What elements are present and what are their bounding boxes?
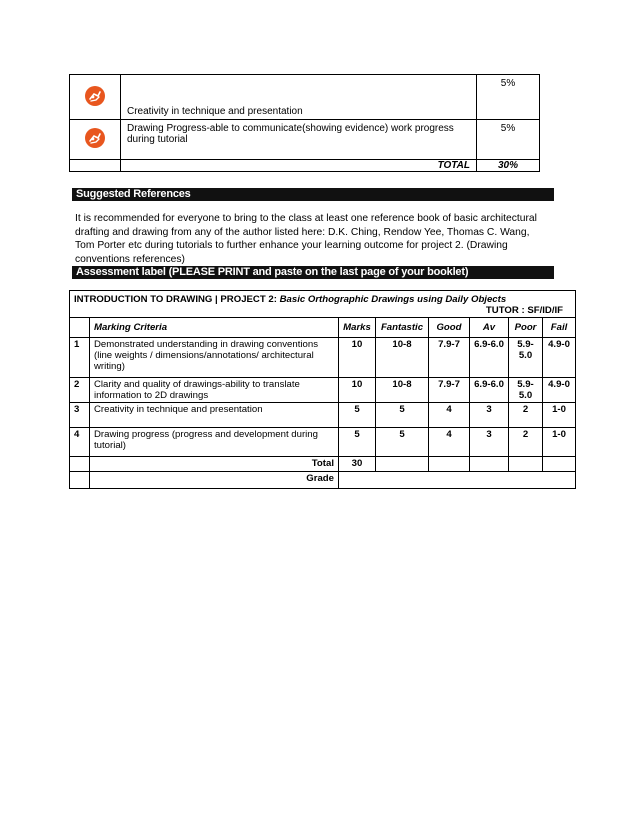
tutor-label: TUTOR : SF/ID/IF <box>485 305 564 316</box>
row-fantastic: 5 <box>376 428 429 457</box>
assessment-title-row <box>70 291 576 318</box>
row-fantastic: 5 <box>376 403 429 428</box>
assessment-title <box>70 291 576 318</box>
header-good: Good <box>429 318 470 338</box>
assessment-heading: Assessment label (PLEASE PRINT and paste on the last page of your booklet) <box>72 266 554 279</box>
row-marks: 10 <box>339 378 376 403</box>
icon-cell <box>70 75 121 120</box>
hand-pencil-icon <box>85 86 105 106</box>
table-row <box>70 403 576 428</box>
row-poor: 2 <box>509 403 543 428</box>
grade-row <box>70 472 576 489</box>
row-good: 4 <box>429 403 470 428</box>
criteria-table <box>69 74 540 172</box>
row-av: 3 <box>470 428 509 457</box>
empty-cell <box>70 472 90 489</box>
row-criteria: Creativity in technique and presentation <box>90 403 339 428</box>
row-av: 6.9-6.0 <box>470 338 509 378</box>
row-number: 3 <box>70 403 90 428</box>
header-empty <box>70 318 90 338</box>
row-marks: 5 <box>339 428 376 457</box>
empty-cell <box>376 457 429 472</box>
row-marks: 10 <box>339 338 376 378</box>
total-label: Total <box>90 457 339 472</box>
title-prefix: INTRODUCTION TO DRAWING | PROJECT 2: <box>74 294 277 305</box>
total-row <box>70 457 576 472</box>
row-fail: 1-0 <box>543 403 576 428</box>
row-number: 4 <box>70 428 90 457</box>
row-number: 2 <box>70 378 90 403</box>
header-poor: Poor <box>509 318 543 338</box>
grade-label: Grade <box>90 472 339 489</box>
references-body: It is recommended for everyone to bring to the class at least one reference book of basic architectural drafting and drawing from any of the author listed here: D.K. Ching, Rendow Yee, Thomas C. Wang, Tom Porter etc during tutorials to further enhance your learning outcome for project 2. (Drawing conventions references) <box>75 213 537 265</box>
table-row <box>70 378 576 403</box>
total-label: TOTAL <box>121 160 477 172</box>
row-fail: 4.9-0 <box>543 378 576 403</box>
row-fantastic: 10-8 <box>376 378 429 403</box>
empty-cell <box>470 457 509 472</box>
references-heading: Suggested References <box>72 188 554 201</box>
row-fantastic: 10-8 <box>376 338 429 378</box>
empty-cell <box>543 457 576 472</box>
icon-cell <box>70 120 121 160</box>
empty-cell <box>70 160 121 172</box>
criteria-text: Creativity in technique and presentation <box>121 75 477 120</box>
row-criteria: Clarity and quality of drawings-ability to translate information to 2D drawings <box>90 378 339 403</box>
criteria-row <box>70 75 540 120</box>
row-fail: 1-0 <box>543 428 576 457</box>
row-criteria: Drawing progress (progress and development during tutorial) <box>90 428 339 457</box>
total-value: 30% <box>477 160 540 172</box>
row-av: 6.9-6.0 <box>470 378 509 403</box>
header-av: Av <box>470 318 509 338</box>
row-poor: 5.9-5.0 <box>509 338 543 378</box>
row-number: 1 <box>70 338 90 378</box>
table-row <box>70 428 576 457</box>
criteria-percent: 5% <box>477 75 540 120</box>
row-fail: 4.9-0 <box>543 338 576 378</box>
criteria-row <box>70 120 540 160</box>
criteria-text: Drawing Progress-able to communicate(showing evidence) work progress during tutorial <box>121 120 477 160</box>
header-fail: Fail <box>543 318 576 338</box>
title-project: Basic Orthographic Drawings using Daily Objects <box>279 294 507 305</box>
empty-cell <box>70 457 90 472</box>
row-av: 3 <box>470 403 509 428</box>
row-marks: 5 <box>339 403 376 428</box>
assessment-table <box>69 290 576 489</box>
empty-cell <box>509 457 543 472</box>
hand-pencil-icon <box>85 128 105 148</box>
row-good: 4 <box>429 428 470 457</box>
header-row <box>70 318 576 338</box>
criteria-percent: 5% <box>477 120 540 160</box>
header-criteria: Marking Criteria <box>90 318 339 338</box>
row-good: 7.9-7 <box>429 338 470 378</box>
row-poor: 5.9-5.0 <box>509 378 543 403</box>
total-marks: 30 <box>339 457 376 472</box>
table-row <box>70 338 576 378</box>
total-row <box>70 160 540 172</box>
row-criteria: Demonstrated understanding in drawing conventions (line weights / dimensions/annotations/ architectural writing) <box>90 338 339 378</box>
row-poor: 2 <box>509 428 543 457</box>
header-marks: Marks <box>339 318 376 338</box>
grade-value <box>339 472 576 489</box>
row-good: 7.9-7 <box>429 378 470 403</box>
header-fantastic: Fantastic <box>376 318 429 338</box>
empty-cell <box>429 457 470 472</box>
